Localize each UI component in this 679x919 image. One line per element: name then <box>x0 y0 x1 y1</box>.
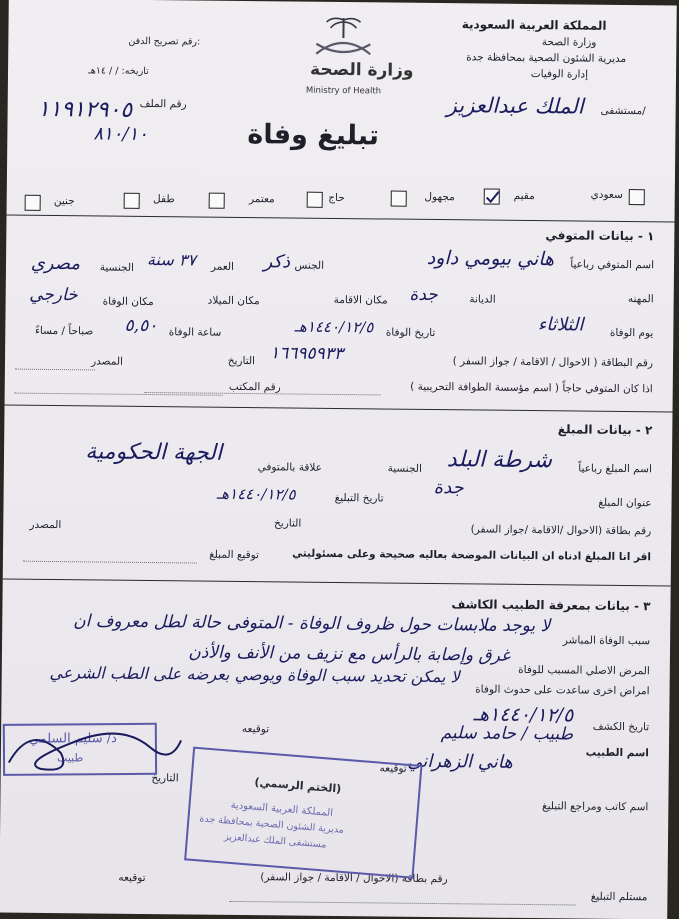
death-time-value[interactable]: ٥,٥٠ <box>124 315 158 337</box>
field-label: ساعة الوفاة <box>168 326 222 339</box>
stamp-line: د/ سليم السلمي <box>28 731 117 747</box>
field-label: رقم بطاقة (الاحوال / الاقامة / جواز السفر) <box>260 871 448 886</box>
stamp-line: المملكة العربية السعودية <box>230 799 334 820</box>
checkbox-fetus[interactable] <box>25 195 41 211</box>
field-label: رقم بطاقة (الاحوال /الاقامة /جواز السفر) <box>470 523 652 538</box>
field-label: مكان الاقامة <box>333 293 388 307</box>
death-date-value[interactable]: ١٤٤٠/١٢/٥هـ <box>294 317 374 337</box>
permit-date-label: تاريخه: / / ١٤هـ <box>87 65 149 77</box>
doctor-signature <box>1 702 192 784</box>
ministry-logo <box>288 13 414 104</box>
exam-date-value[interactable]: ١٤٤٠/١٢/٥هـ <box>473 703 574 727</box>
field-label: المصدر <box>91 355 124 368</box>
checkbox-unknown[interactable] <box>391 191 407 207</box>
header-line: مديرية الشئون الصحية بمحافظة جدة <box>466 51 627 65</box>
field-label: المهنه <box>627 293 654 306</box>
file-extra-value: ٨١٠/١٠ <box>93 123 148 145</box>
input-line[interactable] <box>15 369 95 371</box>
header-line: المملكة العربية السعودية <box>461 17 607 33</box>
official-stamp <box>184 747 422 879</box>
category-label: سعودي <box>590 188 623 201</box>
field-label: العمر <box>210 260 235 273</box>
underlying-cause-value[interactable]: غرق وإصابة بالرأس مع نزيف من الأنف والأذن <box>188 642 511 666</box>
palm-swords-icon <box>288 13 398 60</box>
reporter-address[interactable]: جدة <box>433 477 464 499</box>
field-label: اسم المبلغ رباعياً <box>578 462 652 476</box>
field-label: رقم المكتب <box>228 380 281 394</box>
category-label: حاج <box>328 191 345 205</box>
file-number-label: رقم الملف <box>139 97 187 111</box>
field-label: التاريخ <box>151 772 179 785</box>
hospital-value: الملك عبدالعزيز <box>446 93 584 119</box>
divider <box>5 405 673 413</box>
category-label: طفل <box>153 193 175 206</box>
clerk-name-value[interactable]: هاني الزهراني <box>407 750 513 773</box>
field-label: توقيعه <box>241 723 270 736</box>
field-label: المرض الاصلي المسبب للوفاة <box>518 663 650 678</box>
field-label: اذا كان المتوفي حاجاً ( اسم مؤسسة الطوافة التحريبية ) <box>410 380 653 396</box>
checkbox-pilgrim[interactable] <box>307 192 323 208</box>
reporter-name[interactable]: شرطة البلد <box>446 447 553 474</box>
field-label: الجنسية <box>99 261 135 274</box>
category-label: معتمر <box>248 193 275 206</box>
field-label: توقيعه <box>379 762 407 775</box>
category-label: جنين <box>53 195 75 208</box>
gender-value[interactable]: ذكر <box>263 251 291 273</box>
field-label: الديانة <box>469 293 496 306</box>
residence-value[interactable]: جدة <box>409 284 438 306</box>
nationality-value[interactable]: مصري <box>30 252 81 275</box>
input-line[interactable] <box>229 901 575 906</box>
field-label: تاريخ الكشف <box>592 720 650 734</box>
field-label: اسم كاتب ومراجع التبليغ <box>541 800 649 814</box>
field-label: مكان الوفاة <box>102 295 154 309</box>
field-label: التاريخ <box>227 354 256 368</box>
category-label: مقيم <box>513 189 535 203</box>
field-label: علاقة بالمتوفي <box>257 461 322 474</box>
field-label: الجنسية <box>387 462 422 475</box>
field-label: المصدر <box>29 518 62 532</box>
field-label: الجنس <box>294 259 325 272</box>
deathplace-value[interactable]: خارجي <box>29 284 78 306</box>
checkbox-saudi[interactable] <box>629 189 645 205</box>
report-date-value[interactable]: ١٤٤٠/١٢/٥هـ <box>216 484 296 504</box>
death-day-value[interactable]: الثلاثاء <box>537 314 584 336</box>
field-label: يوم الوفاة <box>609 326 654 340</box>
field-label: مكان الميلاد <box>207 294 260 308</box>
form-title: تبليغ وفاة <box>247 119 380 152</box>
header-line: وزارة الصحة <box>541 36 597 49</box>
section-title: ٢ - بيانات المبلغ <box>557 422 653 438</box>
section-title: ٣ - بيانات بمعرفة الطبيب الكاشف <box>451 597 651 614</box>
ministry-name-ar: وزارة الصحة <box>309 59 414 81</box>
stamp-line: طبيب <box>56 751 84 765</box>
checkbox-resident-checked[interactable] <box>484 189 500 205</box>
field-label: رقم البطاقة ( الاحوال / الاقامة / جواز السفر ) <box>452 355 654 370</box>
deceased-id-value[interactable]: ١٦٦٩٥٩٣٣ <box>269 343 344 365</box>
direct-cause-value[interactable]: لا يوجد ملابسات حول ظروف الوفاة - المتوفى حالة لطل معروف ان <box>73 611 551 637</box>
field-label: تاريخ الوفاة <box>385 326 436 340</box>
checkbox-child[interactable] <box>124 193 140 209</box>
other-conditions-value[interactable]: لا يمكن تحديد سبب الوفاة ويوصي بعرضه على الطب الشرعي <box>49 662 460 687</box>
field-label: سبب الوفاة المباشر <box>562 634 651 648</box>
official-stamp-title: (الختم الرسمي) <box>254 775 342 796</box>
signature-line[interactable] <box>23 561 197 564</box>
field-label: توقيعه <box>118 871 146 885</box>
category-label: مجهول <box>424 190 455 204</box>
field-label: عنوان المبلغ <box>598 496 652 510</box>
ministry-name-en: Ministry of Health <box>305 85 382 97</box>
burial-permit-label: رقم تصريح الدفن: <box>128 35 201 48</box>
section-title: ١ - بيانات المتوفي <box>545 228 655 244</box>
field-label: امراض اخرى ساعدت على حدوث الوفاة <box>475 683 650 698</box>
file-number-value: ١١٩١٢٩٠٥ <box>37 96 133 123</box>
relation-value[interactable]: الجهة الحكومية <box>85 439 223 466</box>
deceased-name[interactable]: هاني بيومي داود <box>426 246 555 271</box>
field-label: توقيع المبلغ <box>209 548 260 562</box>
declaration-text: اقر انا المبلغ ادناه ان البيانات الموضحة بعاليه صحيحة وعلى مسئوليتي <box>292 547 652 564</box>
stamp-line: مستشفى الملك عبدالعزيز <box>223 831 327 851</box>
field-label: تاريخ التبليغ <box>334 491 384 505</box>
divider <box>7 215 675 223</box>
hospital-label: مستشفى/ <box>600 104 646 118</box>
checkmark-icon <box>485 191 499 205</box>
checkbox-umrah[interactable] <box>209 193 225 209</box>
field-label: مستلم التبليغ <box>590 890 648 904</box>
stamp-line: مديرية الشئون الصحية بمحافظة جدة <box>199 813 345 836</box>
doctor-name-value[interactable]: طبيب / حامد سليم <box>440 723 574 745</box>
header-line: إدارة الوفيات <box>530 67 589 81</box>
field-label: اسم المتوفي رباعياً <box>570 258 655 272</box>
divider <box>3 578 671 586</box>
field-label: اسم الطبيب <box>585 746 649 760</box>
ampm-label: صباحاً / مساءً <box>34 324 94 338</box>
age-value[interactable]: ٣٧ سنة <box>146 249 197 270</box>
field-label: التاريخ <box>273 517 302 530</box>
